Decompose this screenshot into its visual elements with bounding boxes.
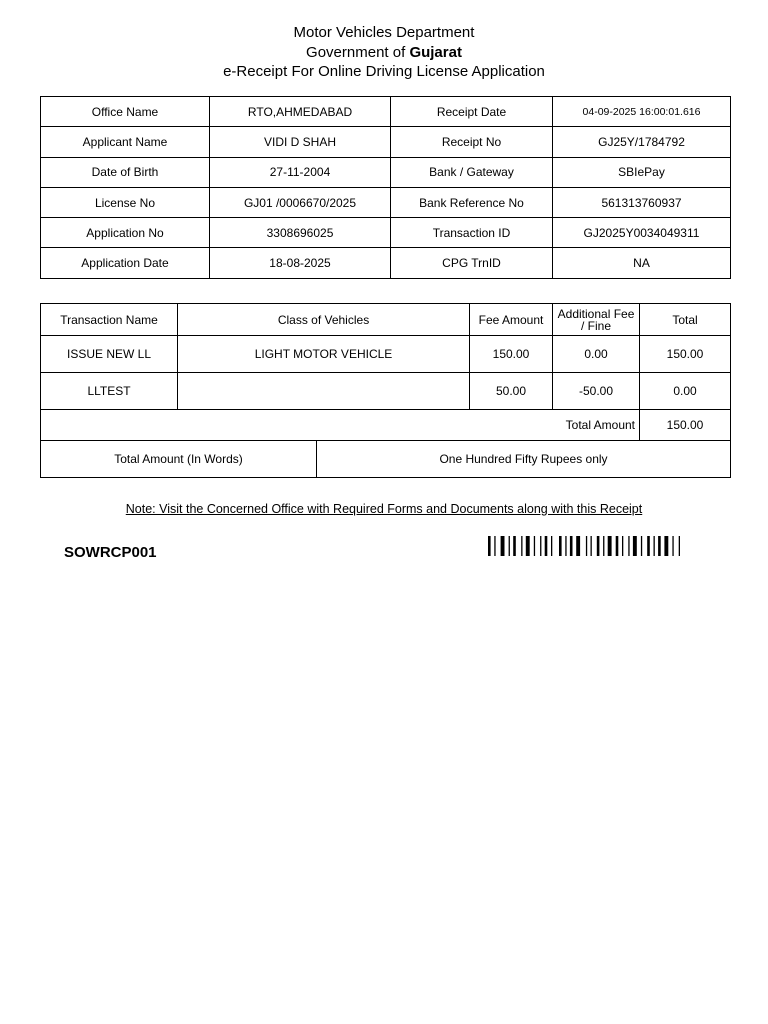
additional-fee-cell: 0.00	[553, 336, 640, 373]
class-of-vehicles-cell: LIGHT MOTOR VEHICLE	[178, 336, 470, 373]
barcode-bar	[551, 536, 552, 556]
fee-header-row	[41, 304, 731, 336]
total-cell: 0.00	[640, 373, 731, 410]
total-header: Total	[640, 304, 731, 336]
cpg-trnid-value: NA	[553, 248, 731, 278]
government-prefix: Government of	[306, 44, 406, 61]
office-name-value: RTO,AHMEDABAD	[210, 97, 391, 127]
barcode-bar	[603, 536, 604, 556]
table-row	[41, 248, 731, 278]
barcode-bar	[570, 536, 573, 556]
table-row	[41, 157, 731, 187]
barcode-bar	[597, 536, 600, 556]
barcode-bar	[513, 536, 516, 556]
barcode-bar	[521, 536, 522, 556]
barcode-bar	[526, 536, 530, 556]
additional-fee-header: Additional Fee / Fine	[553, 304, 640, 336]
barcode-bar	[672, 536, 673, 556]
transaction-id-value: GJ2025Y0034049311	[553, 218, 731, 248]
barcode-bar	[608, 536, 612, 556]
additional-fee-cell: -50.00	[553, 373, 640, 410]
bank-gateway-label: Bank / Gateway	[391, 157, 553, 187]
receipt-note-text: Note: Visit the Concerned Office with Required Forms and Documents along with this Receipt	[125, 502, 643, 516]
barcode-bar	[540, 536, 541, 556]
government-title	[0, 44, 768, 61]
barcode-bar	[509, 536, 510, 556]
barcode-bar	[647, 536, 650, 556]
barcode-bar	[628, 536, 629, 556]
applicant-name-value: VIDI D SHAH	[210, 127, 391, 157]
barcode-bar	[679, 536, 680, 556]
table-row	[41, 218, 731, 248]
barcode-bar	[586, 536, 587, 556]
license-no-label: License No	[41, 187, 210, 217]
barcode-bar	[534, 536, 535, 556]
barcode-bar	[622, 536, 623, 556]
table-row	[41, 373, 731, 410]
transaction-id-label: Transaction ID	[391, 218, 553, 248]
barcode-bar	[658, 536, 661, 556]
barcode-bar	[494, 536, 495, 556]
barcode-bar	[565, 536, 566, 556]
table-row	[41, 127, 731, 157]
barcode-bar	[488, 536, 491, 556]
application-date-value: 18-08-2025	[210, 248, 391, 278]
receipt-no-value: GJ25Y/1784792	[553, 127, 731, 157]
applicant-name-label: Applicant Name	[41, 127, 210, 157]
fee-amount-cell: 50.00	[470, 373, 553, 410]
applicant-info-table	[40, 96, 731, 279]
barcode-bar	[616, 536, 619, 556]
total-cell: 150.00	[640, 336, 731, 373]
receipt-date-value: 04-09-2025 16:00:01.616	[553, 97, 731, 127]
receipt-note	[0, 502, 768, 516]
amount-in-words-label: Total Amount (In Words)	[41, 441, 317, 478]
barcode-bar	[664, 536, 668, 556]
table-row	[41, 97, 731, 127]
dob-label: Date of Birth	[41, 157, 210, 187]
bank-gateway-value: SBIePay	[553, 157, 731, 187]
application-date-label: Application Date	[41, 248, 210, 278]
state-name: Gujarat	[409, 44, 462, 61]
application-no-label: Application No	[41, 218, 210, 248]
barcode-bar	[559, 536, 562, 556]
receipt-date-label: Receipt Date	[391, 97, 553, 127]
fee-amount-header: Fee Amount	[470, 304, 553, 336]
fee-table	[40, 303, 731, 478]
barcode-bar	[591, 536, 592, 556]
dob-value: 27-11-2004	[210, 157, 391, 187]
class-of-vehicles-cell	[178, 373, 470, 410]
barcode-bar	[576, 536, 580, 556]
class-of-vehicles-header: Class of Vehicles	[178, 304, 470, 336]
total-amount-value: 150.00	[640, 410, 731, 441]
office-name-label: Office Name	[41, 97, 210, 127]
amount-in-words-row	[41, 441, 731, 478]
barcode-bar	[545, 536, 548, 556]
barcode-bar	[641, 536, 642, 556]
receipt-no-label: Receipt No	[391, 127, 553, 157]
transaction-name-cell: LLTEST	[41, 373, 178, 410]
total-amount-row	[41, 410, 731, 441]
bank-reference-label: Bank Reference No	[391, 187, 553, 217]
form-code: SOWRCP001	[64, 544, 157, 561]
table-row	[41, 336, 731, 373]
license-no-value: GJ01 /0006670/2025	[210, 187, 391, 217]
bank-reference-value: 561313760937	[553, 187, 731, 217]
total-amount-label: Total Amount	[41, 410, 640, 441]
barcode-bar	[501, 536, 505, 556]
amount-in-words-value: One Hundred Fifty Rupees only	[317, 441, 731, 478]
barcode-bar	[633, 536, 637, 556]
barcode	[488, 536, 702, 556]
receipt-title: e-Receipt For Online Driving License Application	[223, 63, 545, 80]
department-title: Motor Vehicles Department	[293, 24, 475, 41]
cpg-trnid-label: CPG TrnID	[391, 248, 553, 278]
transaction-name-header: Transaction Name	[41, 304, 178, 336]
fee-amount-cell: 150.00	[470, 336, 553, 373]
barcode-bar	[654, 536, 655, 556]
table-row	[41, 187, 731, 217]
transaction-name-cell: ISSUE NEW LL	[41, 336, 178, 373]
application-no-value: 3308696025	[210, 218, 391, 248]
